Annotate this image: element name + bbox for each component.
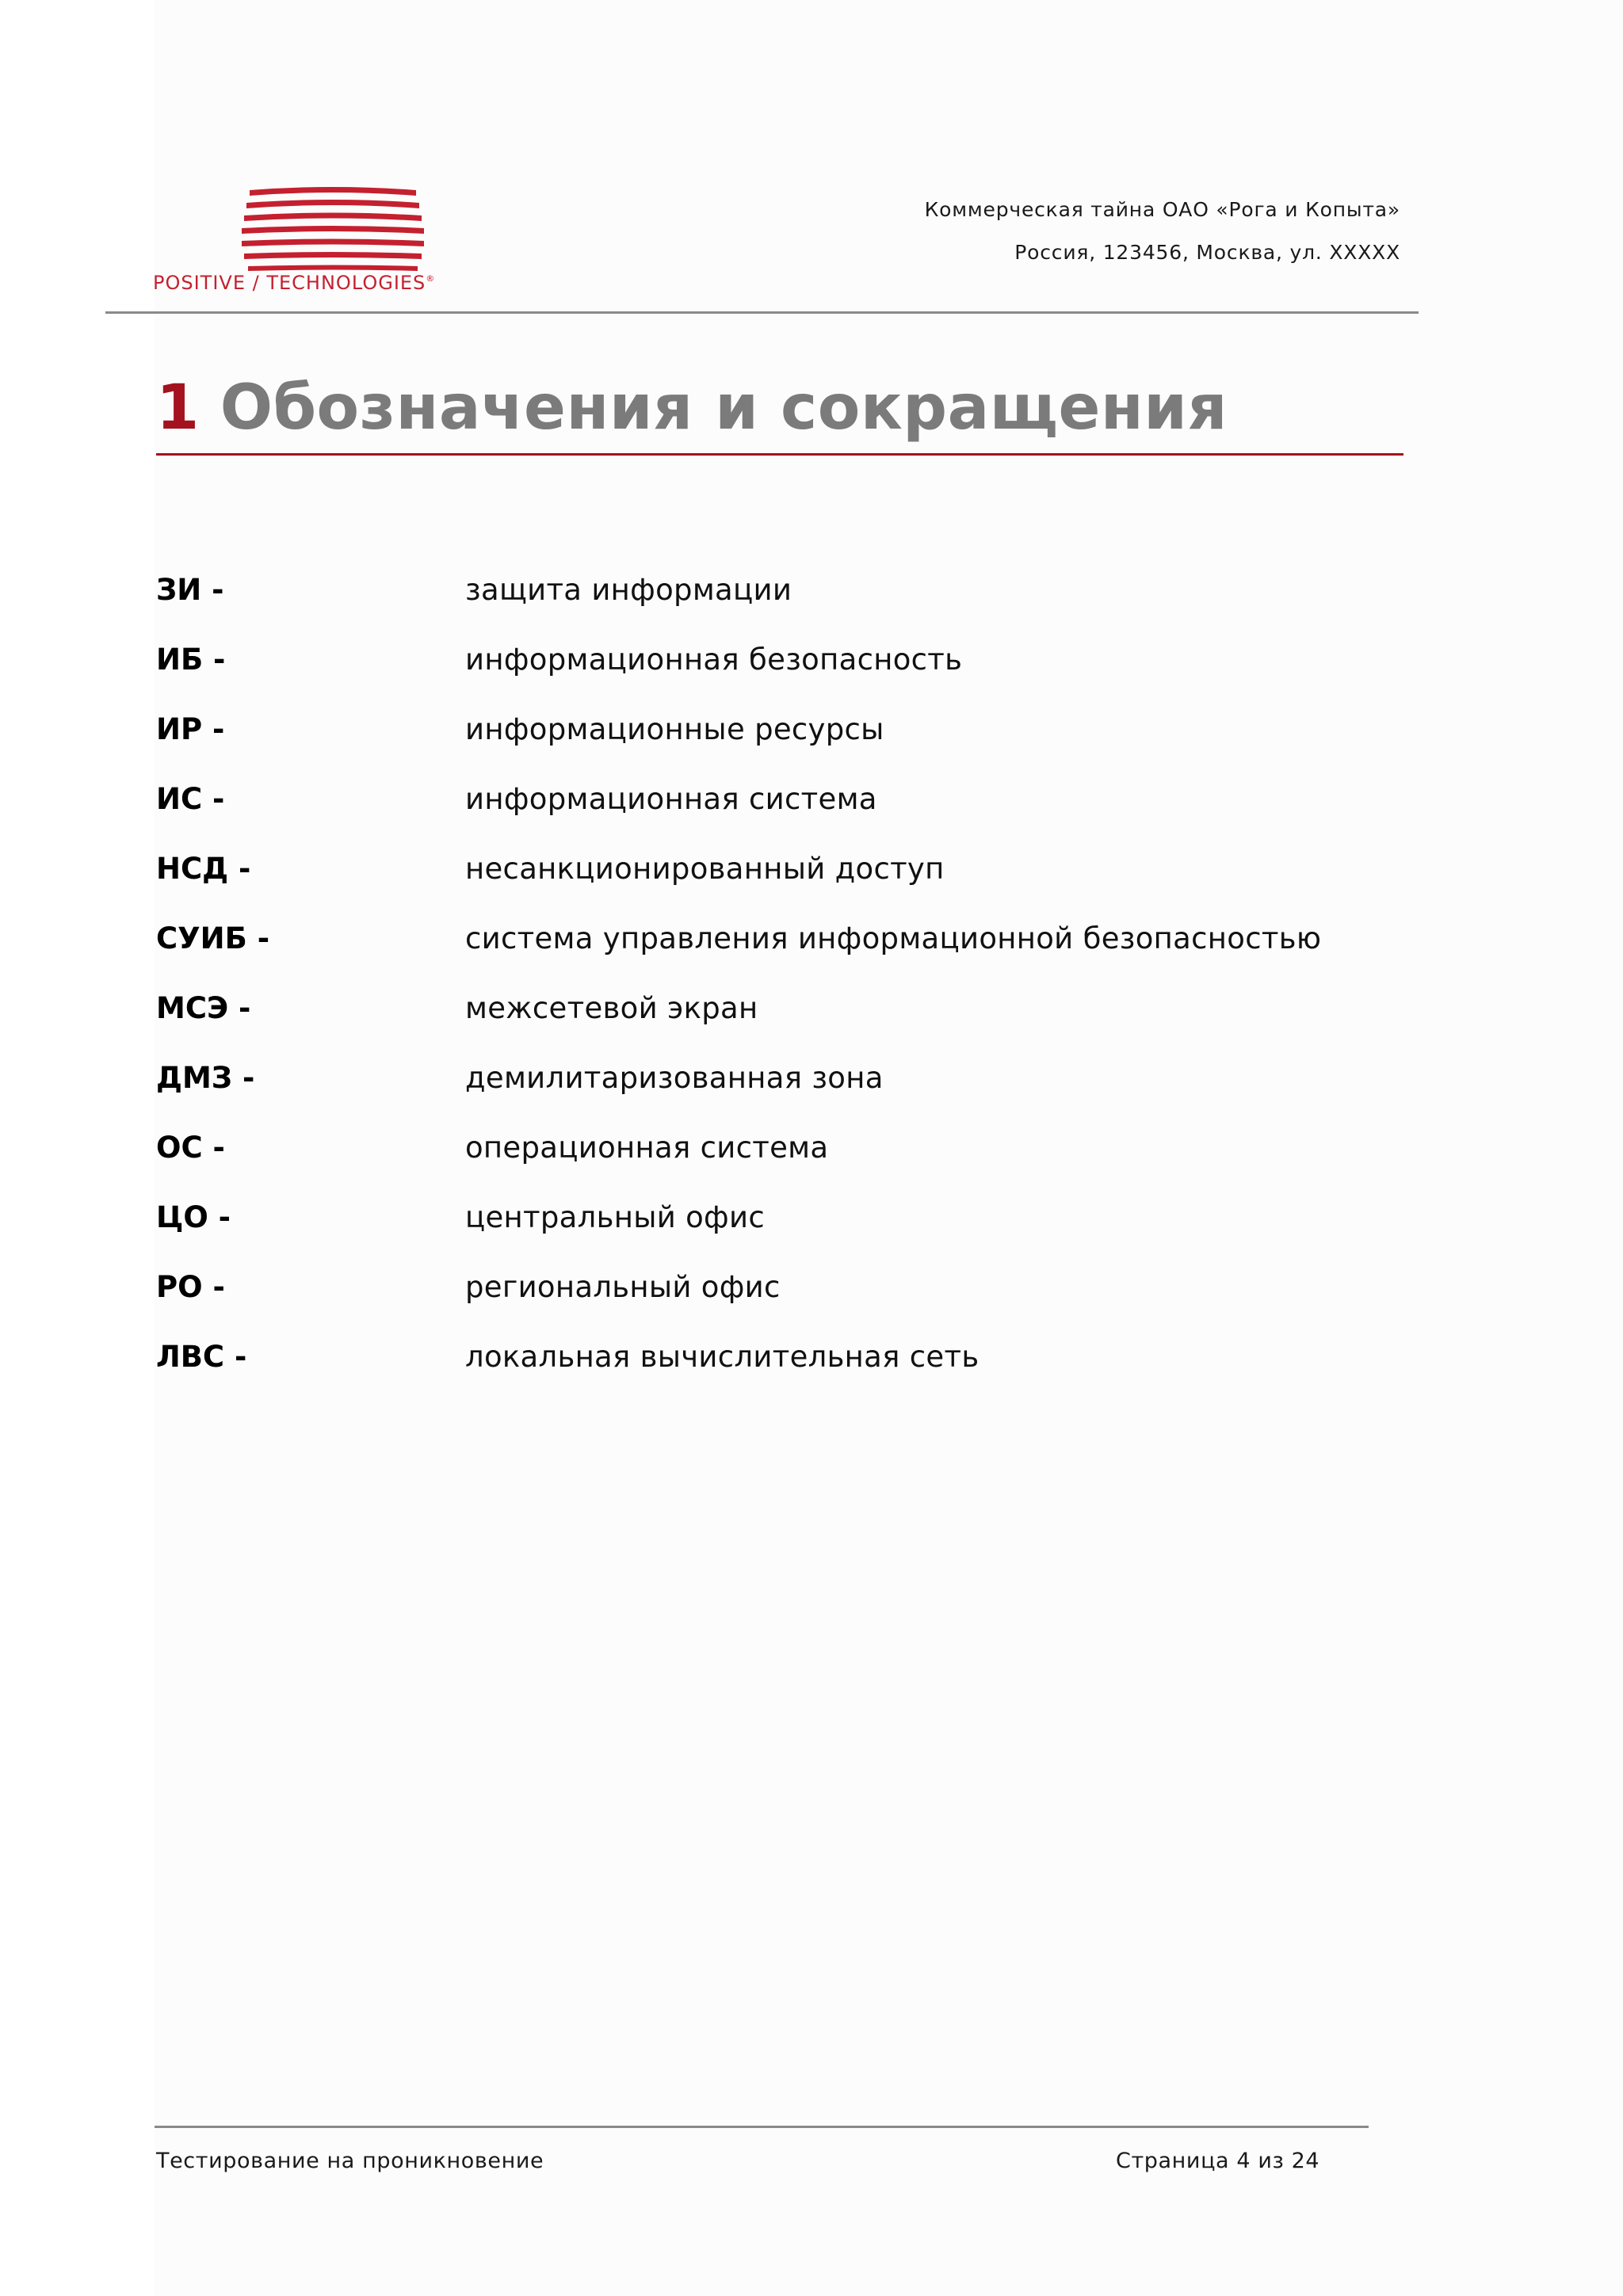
abbreviation-term: РО - [156,1269,225,1304]
abbreviation-term: ЦО - [156,1199,231,1234]
list-item [156,555,1424,624]
abbreviation-term: ДМЗ - [156,1060,255,1095]
heading-underline [156,453,1403,456]
header-divider [105,311,1419,314]
abbreviation-term: МСЭ - [156,990,251,1025]
abbreviation-definition: региональный офис [465,1269,781,1304]
list-item [156,833,1424,903]
abbreviation-definition: несанкционированный доступ [465,851,945,886]
abbreviation-term: ИР - [156,711,225,746]
abbreviation-definition: демилитаризованная зона [465,1060,884,1095]
list-item [156,973,1424,1043]
abbreviation-definition: информационная система [465,781,877,816]
footer-page-number: Страница 4 из 24 [1116,2149,1320,2173]
abbreviation-definition: межсетевой экран [465,990,758,1025]
list-item [156,1252,1424,1322]
company-address: Россия, 123456, Москва, ул. XXXXX [1014,241,1400,264]
section-title: Обозначения и сокращения [220,372,1228,444]
list-item [156,624,1424,694]
list-item [156,1182,1424,1252]
header-info [925,189,1400,274]
section-number: 1 [156,372,200,444]
company-logo [153,182,533,301]
abbreviation-term: ИС - [156,781,225,816]
list-item [156,764,1424,833]
abbreviation-term: НСД - [156,851,251,886]
list-item [156,1112,1424,1182]
abbreviation-term: ИБ - [156,642,226,677]
abbreviation-definition: информационная безопасность [465,642,963,677]
list-item [156,1322,1424,1391]
abbreviation-term: ЛВС - [156,1339,247,1374]
footer-document-title: Тестирование на проникновение [156,2149,544,2173]
logo-stripes-icon [242,185,424,279]
footer-divider [155,2126,1369,2128]
abbreviation-term: ЗИ - [156,572,224,607]
list-item [156,1043,1424,1112]
abbreviation-definition: защита информации [465,572,792,607]
abbreviation-term: СУИБ - [156,921,270,955]
abbreviation-term: ОС - [156,1130,225,1165]
abbreviation-definition: система управления информационной безопасностью [465,921,1322,955]
abbreviation-definition: операционная система [465,1130,829,1165]
list-item [156,694,1424,764]
logo-wordmark: POSITIVE / TECHNOLOGIES® [153,272,436,294]
list-item [156,903,1424,973]
confidentiality-notice: Коммерческая тайна ОАО «Рога и Копыта» [924,198,1400,221]
abbreviation-definition: центральный офис [465,1199,765,1234]
section-heading [156,372,1228,444]
abbreviation-definition: информационные ресурсы [465,711,884,746]
abbreviation-definition: локальная вычислительная сеть [465,1339,980,1374]
abbreviations-list [156,555,1424,1391]
